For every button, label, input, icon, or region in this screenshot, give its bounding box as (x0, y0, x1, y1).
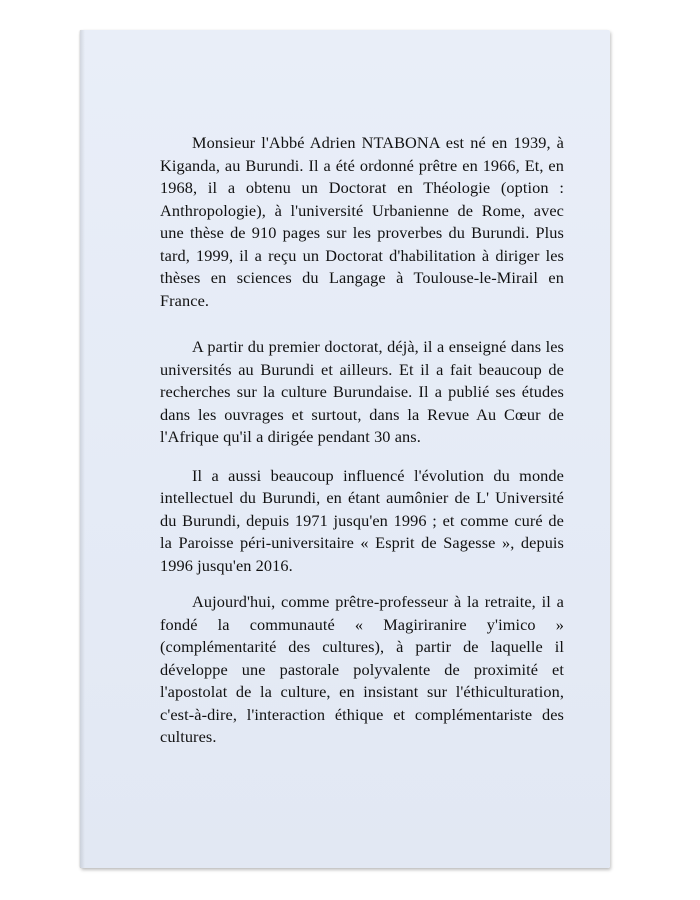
spine-shadow (80, 30, 85, 868)
author-biography (160, 132, 564, 749)
biography-paragraph-1: Monsieur l'Abbé Adrien NTABONA est né en 1939, à Kiganda, au Burundi. Il a été ordonné prêtre en 1966, Et, en 1968, il a obtenu un Doctorat en Théologie (option : Anthropologie), à l'université Urbanienne de Rome, avec une thèse de 910 pages sur les proverbes du Burundi. Plus tard, 1999, il a reçu un Doctorat d'habilitation à diriger les thèses en sciences du Langage à Toulouse-le-Mirail en France. (160, 133, 564, 310)
biography-paragraph-4: Aujourd'hui, comme prêtre-professeur à la retraite, il a fondé la communauté « Magiriranire y'imico » (complémentarité des cultures), à partir de laquelle il développe une pastorale polyvalente de proximité et l'apostolat de la culture, en insistant sur l'éthiculturation, c'est-à-dire, l'interaction éthique et complémentariste des cultures. (160, 592, 564, 746)
biography-paragraph-3: Il a aussi beaucoup influencé l'évolution du monde intellectuel du Burundi, en étant aumônier de L' Université du Burundi, depuis 1971 jusqu'en 1996 ; et comme curé de la Paroisse péri-universitaire « Esprit de Sagesse », depuis 1996 jusqu'en 2016. (160, 465, 564, 575)
book-back-cover (80, 30, 610, 868)
biography-paragraph-2: A partir du premier doctorat, déjà, il a enseigné dans les universités au Burundi et ailleurs. Et il a fait beaucoup de recherches sur la culture Burundaise. Il a publié ses études dans les ouvrages et surtout, dans la Revue Au Cœur de l'Afrique qu'il a dirigée pendant 30 ans. (160, 337, 564, 446)
